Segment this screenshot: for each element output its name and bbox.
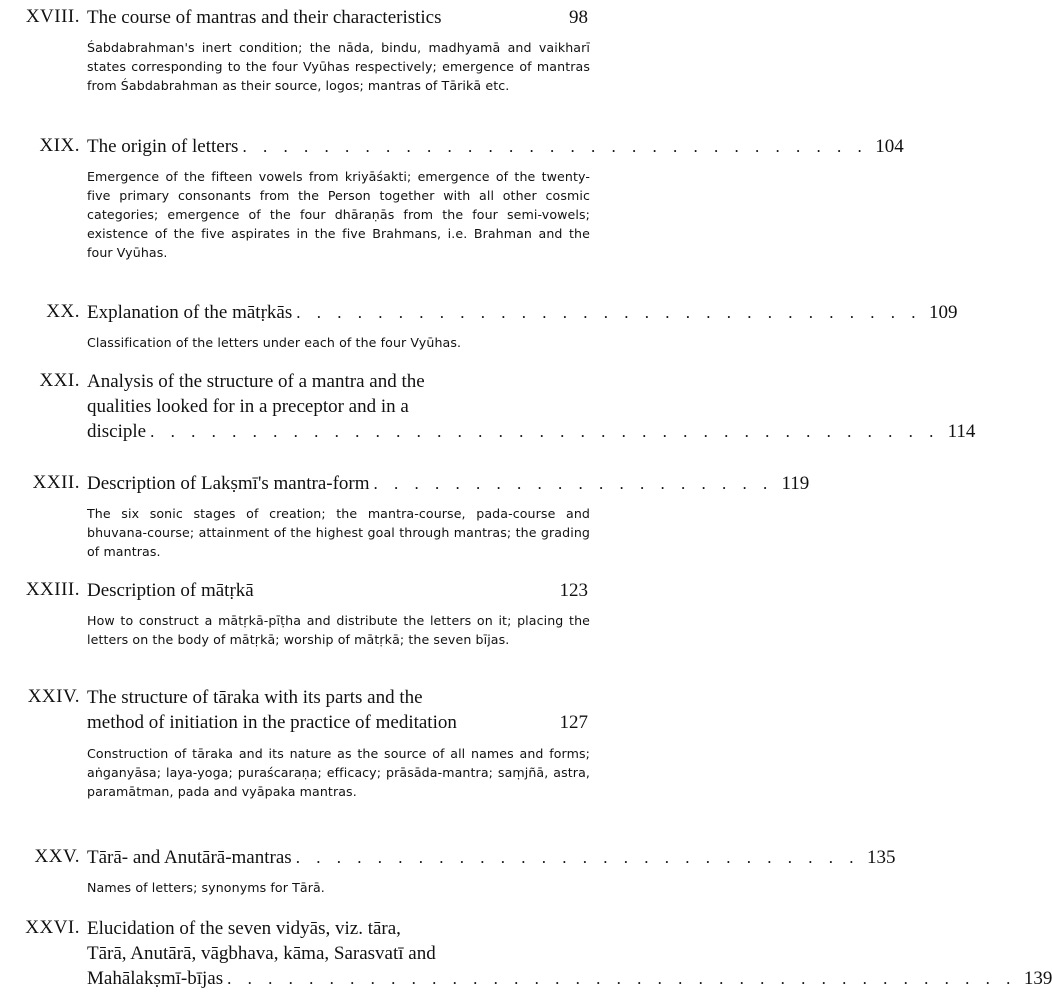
chapter-title-line: Elucidation of the seven vidyās, viz. tāra, [87,918,401,939]
dot-leader: . . . . . . . . . . . . . . . . . . . . . . . . . . . . . . . . . . . . . . . [227,969,1017,988]
chapter-number: XXI. [39,370,80,391]
dot-leader: . . . . . . . . . . . . . . . . . . . . . . . . . . . . . . . [242,137,868,156]
chapter-title [87,471,810,496]
chapter-number: XIX. [39,135,80,156]
chapter-title-line: Tārā, Anutārā, vāgbhava, kāma, Sarasvatī and [87,943,436,964]
page-number: 127 [559,712,588,733]
chapter-description: Construction of tāraka and its nature as the source of all names and forms; aṅganyāsa; laya-yoga; puraścaraṇa; efficacy; prāsāda-mantra; saṃjñā, astra, paramātman, pada and vyāpaka mantras. [87,746,590,799]
chapter-description: Names of letters; synonyms for Tārā. [87,880,325,895]
page-number: 109 [929,302,958,323]
page-number: 139 [1023,968,1052,989]
chapter-title-line: Description of Lakṣmī's mantra-form [87,473,370,494]
dot-leader: . . . . . . . . . . . . . . . . . . . . . . . . . . . . . . . . . . . . . . . [150,422,940,441]
chapter-title-line: disciple [87,421,147,442]
chapter-title [87,845,896,870]
chapter-description: Classification of the letters under each of the four Vyūhas. [87,335,462,350]
page-number: 114 [947,421,976,442]
chapter-title-line: Description of mātṛkā [87,580,254,601]
chapter-description: The six sonic stages of creation; the mantra-course, pada-course and bhuvana-course; attainment of the highest goal through mantras; the grading of mantras. [87,506,590,559]
chapter-title [87,300,958,325]
chapter-title [87,578,588,603]
page-number: 98 [569,7,588,28]
page-number: 135 [866,847,896,868]
chapter-number: XXIV. [27,686,80,707]
chapter-title-line: Explanation of the mātṛkās [87,302,293,323]
dot-leader: . . . . . . . . . . . . . . . . . . . . [373,474,774,493]
dot-leader: . . . . . . . . . . . . . . . . . . . . . . . . . . . . [295,848,860,867]
chapter-description: Emergence of the fifteen vowels from kriyāśakti; emergence of the twenty-five primary consonants from the Person together with all other cosmic categories; emergence of the four dhāraṇās from the four semi-vowels; existence of the five aspirates in the five Brahmans, i.e. Brahman and the four Vyūhas. [87,169,590,260]
page-number: 104 [875,136,904,157]
chapter-number: XXVI. [25,917,80,938]
chapter-number: XXIII. [25,579,80,600]
chapter-title [87,134,904,159]
chapter-title [87,5,588,30]
chapter-title [87,369,976,444]
chapter-title-line: Tārā- and Anutārā-mantras [87,847,292,868]
chapter-title-line: method of initiation in the practice of meditation [87,712,457,733]
chapter-title-line: Mahālakṣmī-bījas [87,968,224,989]
page-number: 119 [781,473,810,494]
chapter-number: XXV. [34,846,80,867]
chapter-title-line: The structure of tāraka with its parts and the [87,687,423,708]
chapter-description: How to construct a mātṛkā-pīṭha and distribute the letters on it; placing the letters on the body of mātṛkā; worship of mātṛkā; the seven bījas. [87,613,590,647]
chapter-description: Śabdabrahman's inert condition; the nāda, bindu, madhyamā and vaikharī states corresponding to the four Vyūhas respectively; emergence of mantras from Śabdabrahman as their source, logos; mantras of Tārikā etc. [87,40,590,93]
chapter-title-line: Analysis of the structure of a mantra and the [87,371,425,392]
chapter-number: XVIII. [25,6,80,27]
chapter-title-line: The origin of letters [87,136,239,157]
chapter-title-line: qualities looked for in a preceptor and in a [87,396,409,417]
chapter-title-line: The course of mantras and their characteristics [87,7,442,28]
chapter-number: XXII. [32,472,80,493]
page-number: 123 [559,580,588,601]
chapter-title [87,685,588,735]
dot-leader: . . . . . . . . . . . . . . . . . . . . . . . . . . . . . . . [296,303,922,322]
chapter-number: XX. [46,301,80,322]
chapter-title [87,916,1052,991]
